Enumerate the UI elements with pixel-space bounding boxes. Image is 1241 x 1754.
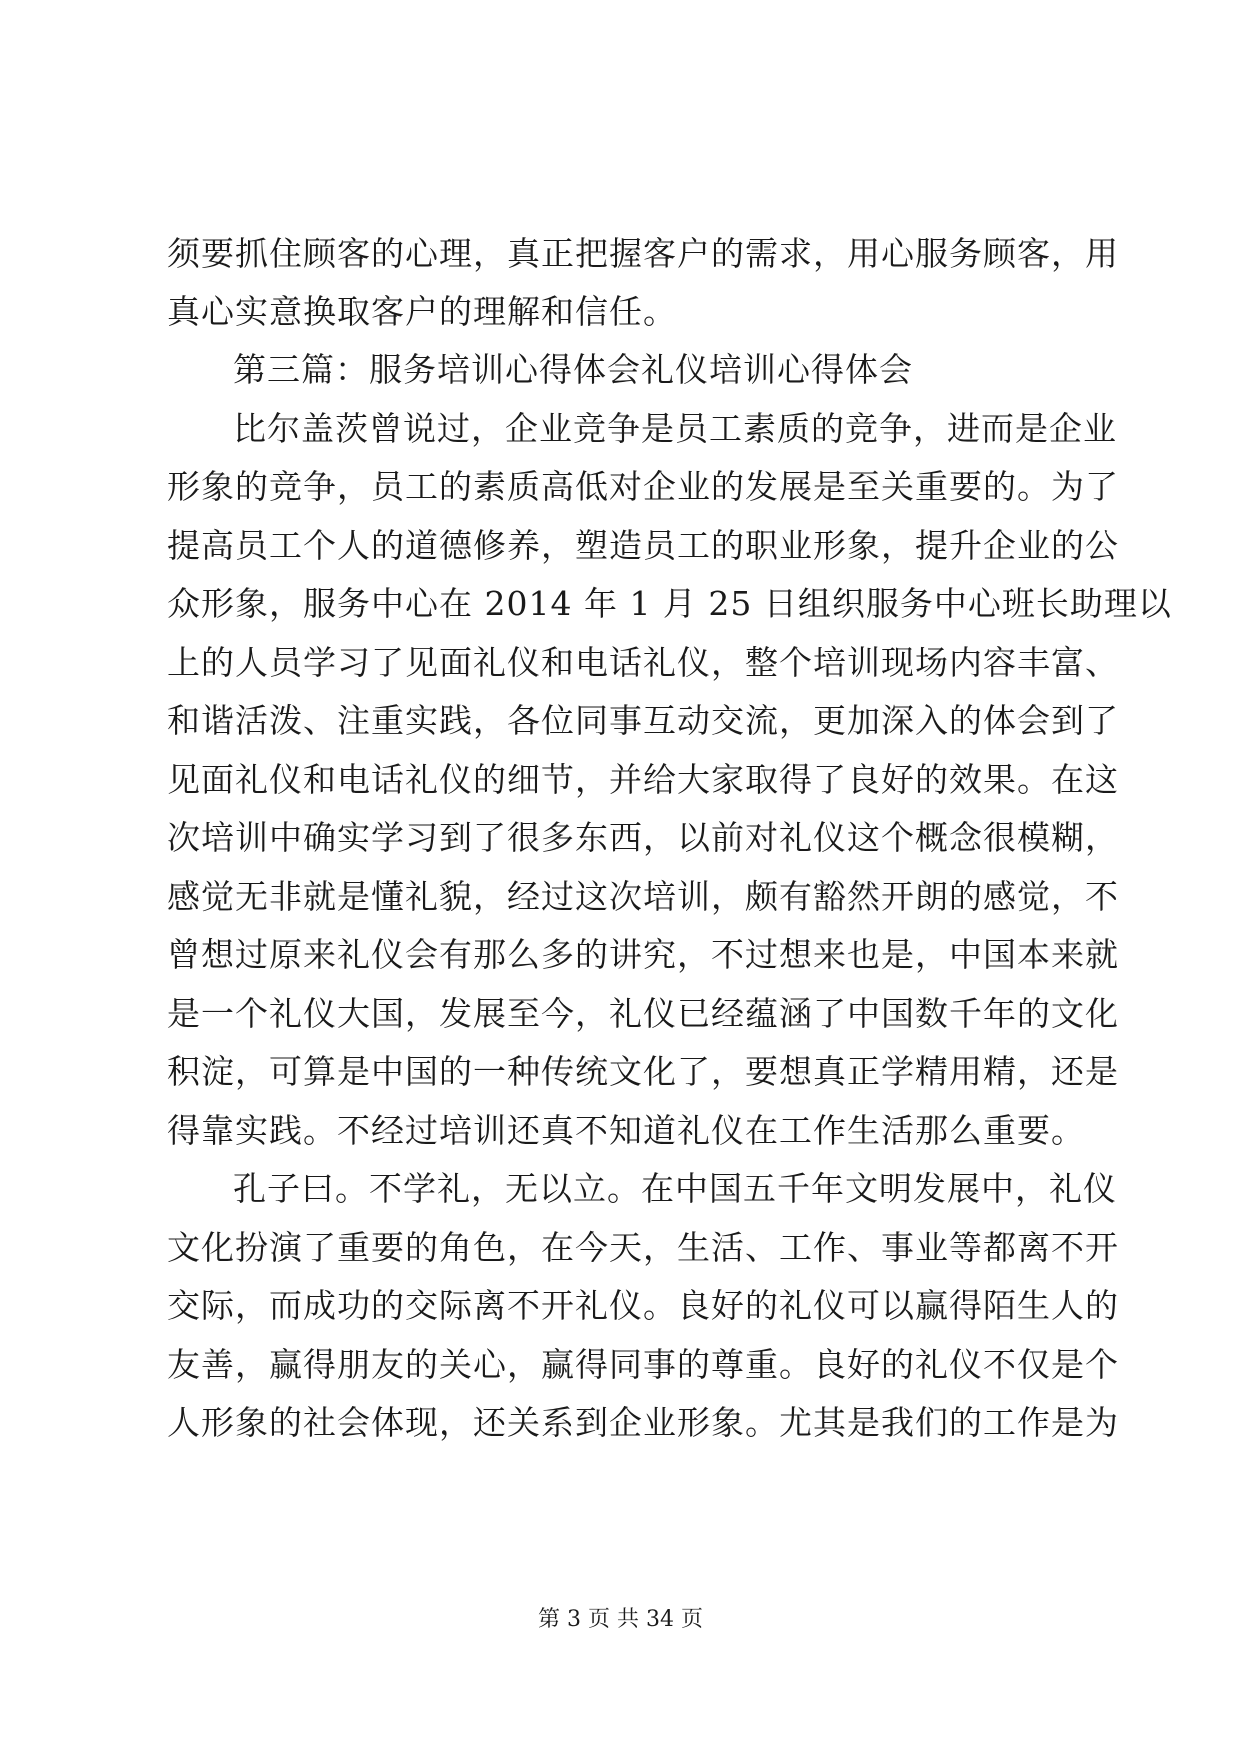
- text-line: 比尔盖茨曾说过，企业竞争是员工素质的竞争，进而是企业: [233, 409, 1117, 448]
- text-line: 上的人员学习了见面礼仪和电话礼仪，整个培训现场内容丰富、: [167, 643, 1119, 682]
- text-line: 真心实意换取客户的理解和信任。: [167, 292, 677, 331]
- section-heading: 第三篇：服务培训心得体会礼仪培训心得体会: [233, 350, 913, 389]
- text-line: 文化扮演了重要的角色，在今天，生活、工作、事业等都离不开: [167, 1228, 1119, 1267]
- text-line: 和谐活泼、注重实践，各位同事互动交流，更加深入的体会到了: [167, 701, 1119, 740]
- text-line: 众形象，服务中心在 2014 年 1 月 25 日组织服务中心班长助理以: [167, 584, 1172, 623]
- text-line: 友善，赢得朋友的关心，赢得同事的尊重。良好的礼仪不仅是个: [167, 1345, 1119, 1384]
- text-line: 人形象的社会体现，还关系到企业形象。尤其是我们的工作是为: [167, 1403, 1119, 1442]
- text-line: 次培训中确实学习到了很多东西，以前对礼仪这个概念很模糊，: [167, 818, 1119, 857]
- text-line: 见面礼仪和电话礼仪的细节，并给大家取得了良好的效果。在这: [167, 760, 1119, 799]
- text-line: 曾想过原来礼仪会有那么多的讲究，不过想来也是，中国本来就: [167, 935, 1119, 974]
- text-line: 提高员工个人的道德修养，塑造员工的职业形象，提升企业的公: [167, 526, 1119, 565]
- text-line: 孔子曰。不学礼，无以立。在中国五千年文明发展中，礼仪: [233, 1169, 1117, 1208]
- text-line: 形象的竞争，员工的素质高低对企业的发展是至关重要的。为了: [167, 467, 1119, 506]
- text-line: 感觉无非就是懂礼貌，经过这次培训，颇有豁然开朗的感觉，不: [167, 877, 1119, 916]
- text-line: 交际，而成功的交际离不开礼仪。良好的礼仪可以赢得陌生人的: [167, 1286, 1119, 1325]
- text-line: 得靠实践。不经过培训还真不知道礼仪在工作生活那么重要。: [167, 1111, 1085, 1150]
- text-line: 须要抓住顾客的心理，真正把握客户的需求，用心服务顾客，用: [167, 234, 1119, 273]
- text-line: 是一个礼仪大国，发展至今，礼仪已经蕴涵了中国数千年的文化: [167, 994, 1119, 1033]
- page-number-footer: 第 3 页 共 34 页: [538, 1607, 703, 1632]
- text-line: 积淀，可算是中国的一种传统文化了，要想真正学精用精，还是: [167, 1052, 1119, 1091]
